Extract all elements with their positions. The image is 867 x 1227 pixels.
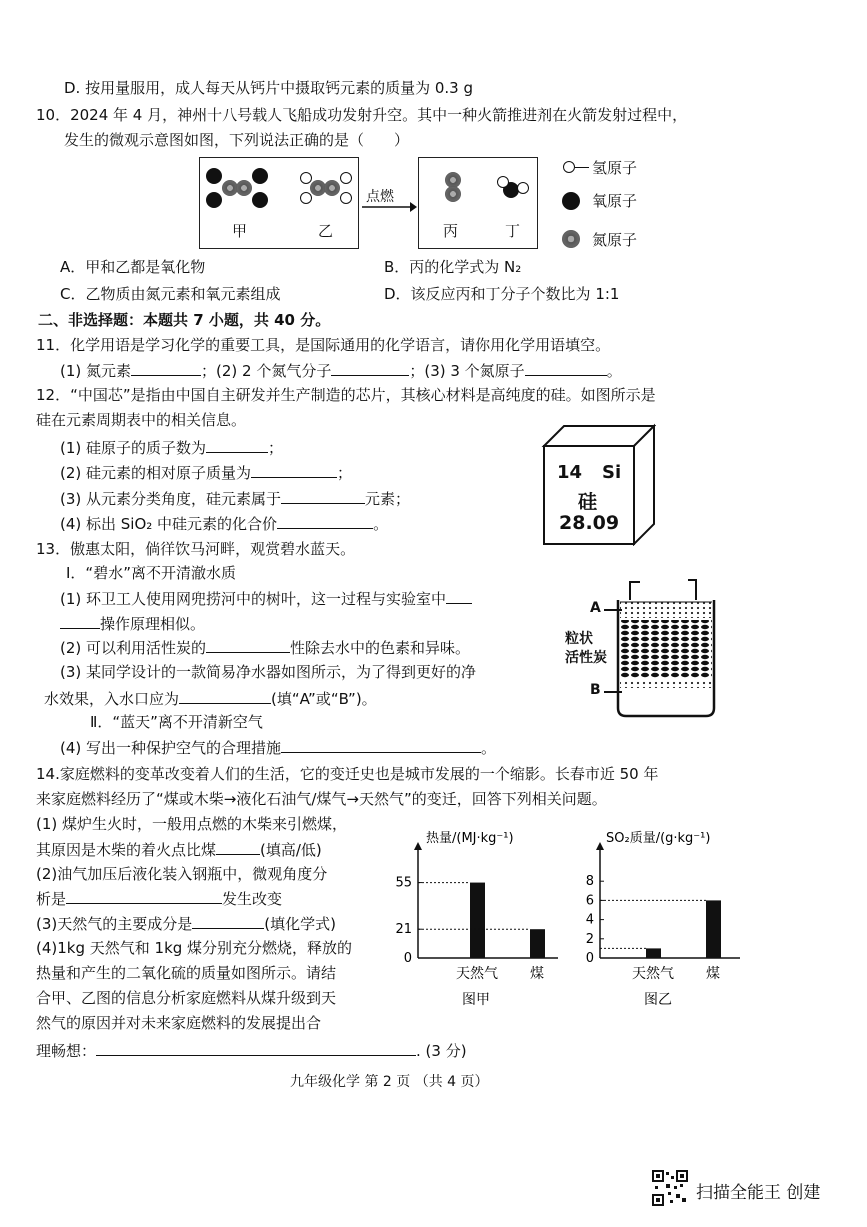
y-tick-label: 21 (395, 922, 412, 938)
q11-blank-1[interactable] (131, 360, 201, 376)
o-atom (206, 168, 222, 184)
x-category-label: 煤 (706, 966, 720, 982)
q10-option-a: A．甲和乙都是氧化物 (60, 258, 206, 276)
q13-blank-3[interactable] (179, 688, 271, 704)
q13-blank-2[interactable] (206, 637, 290, 653)
label-bing: 丙 (443, 222, 459, 240)
page-footer: 九年级化学 第 2 页 （共 4 页） (290, 1074, 489, 1090)
q11-blank-3[interactable] (525, 360, 607, 376)
y-tick-label: 55 (395, 875, 412, 891)
h-atom (300, 192, 312, 204)
carbon-label-2: 活性炭 (565, 650, 607, 666)
y-tick-label: 6 (585, 893, 594, 909)
water-purifier-diagram (600, 576, 724, 724)
reactants-box (199, 157, 359, 249)
q14-blank-4[interactable] (96, 1040, 416, 1056)
q14-stem-line1: 14.家庭燃料的变革改变着人们的生活，它的变迁史也是城市发展的一个缩影。长春市近 50 年 (36, 765, 659, 783)
q11-blank-2[interactable] (331, 360, 409, 376)
h-atom (300, 172, 312, 184)
q13-section-1: Ⅰ．“碧水”离不开清澈水质 (66, 564, 236, 582)
q14-blank-2[interactable] (66, 888, 222, 904)
q12-blank-1[interactable] (206, 437, 268, 453)
legend-oxygen: 氧原子 (592, 192, 638, 210)
q13-part-3a: (3) 某同学设计的一款简易净水器如图所示，为了得到更好的净 (60, 663, 477, 681)
x-category-label: 天然气 (456, 966, 498, 982)
y-tick-label: 4 (585, 912, 594, 928)
q11-parts: (1) 氮元素 ；(2) 2 个氮气分子 ；(3) 3 个氮原子 。 (60, 362, 622, 380)
q14-part-4d: 然气的原因并对未来家庭燃料的发展提出合 (36, 1014, 322, 1032)
q10-option-d: D．该反应丙和丁分子个数比为 1:1 (384, 285, 620, 303)
h-atom (517, 182, 529, 194)
carbon-label-1: 粒状 (565, 631, 593, 647)
q14-part-1b: 其原因是木柴的着火点比煤 (填高/低) (36, 841, 322, 859)
bar-coal (706, 900, 721, 958)
label-ding: 丁 (505, 222, 521, 240)
inlet-label-a: A (590, 600, 601, 616)
q10-stem-line1: 10．2024 年 4 月，神州十八号载人飞船成功发射升空。其中一种火箭推进剂在火箭发射过程中， (36, 106, 688, 124)
q10-stem-line2: 发生的微观示意图如图，下列说法正确的是（ ） (64, 131, 410, 149)
tile-atomic-number: 14 (557, 462, 583, 483)
qr-code-icon (652, 1170, 688, 1206)
q13-part-1a: (1) 环卫工人使用网兜捞河中的树叶，这一过程与实验室中 (60, 588, 472, 609)
q14-part-4b: 热量和产生的二氧化硫的质量如图所示。请结 (36, 964, 337, 982)
q10-option-c: C．乙物质由氮元素和氧元素组成 (60, 285, 281, 303)
o-atom (252, 192, 268, 208)
chart-so2 (578, 818, 756, 1036)
bar-natural-gas (646, 948, 661, 958)
q12-stem-line1: 12．“中国芯”是指由中国自主研发并生产制造的芯片，其核心材料是高纯度的硅。如图所示是 (36, 386, 656, 404)
q14-part-2b: 析是 发生改变 (36, 890, 283, 908)
q9-option-d: D. 按用量服用，成人每天从钙片中摄取钙元素的质量为 0.3 g (64, 79, 474, 97)
q13-blank-4[interactable] (281, 737, 481, 753)
h-atom-legend-icon (563, 161, 575, 173)
section2-title: 二、非选择题：本题共 7 小题，共 40 分。 (38, 311, 331, 329)
y-axis-arrow (596, 842, 604, 850)
y-tick-label: 2 (585, 931, 594, 947)
o-atom (206, 192, 222, 208)
legend-nitrogen: 氮原子 (592, 231, 638, 249)
q14-blank-1[interactable] (216, 839, 260, 855)
o-atom (252, 168, 268, 184)
h-atom (340, 172, 352, 184)
n-atom (236, 180, 252, 196)
y-tick-label: 8 (585, 874, 594, 890)
q14-part-4c: 合甲、乙图的信息分析家庭燃料从煤升级到天 (36, 989, 337, 1007)
tile-atomic-mass: 28.09 (559, 512, 620, 534)
tile-symbol: Si (602, 462, 622, 483)
tile-name: 硅 (578, 491, 598, 513)
q14-stem-line2: 来家庭燃料经历了“煤或木柴→液化石油气/煤气→天然气”的变迁，回答下列相关问题。 (36, 790, 607, 808)
q12-part-2: (2) 硅元素的相对原子质量为 ； (60, 464, 353, 482)
reaction-arrow (360, 200, 418, 214)
label-yi: 乙 (318, 222, 334, 240)
q14-part-2a: (2)油气加压后液化装入钢瓶中，微观角度分 (36, 865, 328, 883)
y-tick-label: 0 (403, 951, 412, 966)
q11-stem: 11．化学用语是学习化学的重要工具，是国际通用的化学语言，请你用化学用语填空。 (36, 336, 611, 354)
o-atom-legend-icon (562, 192, 580, 210)
inlet-label-b: B (590, 682, 601, 698)
n-atom (324, 180, 340, 196)
chart-ylabel: 热量/(MJ·kg⁻¹) (426, 831, 514, 846)
chart-title: 图甲 (462, 992, 490, 1008)
q14-part-4a: (4)1kg 天然气和 1kg 煤分别充分燃烧，释放的 (36, 939, 353, 957)
h-atom (340, 192, 352, 204)
chart-heat (388, 818, 576, 1036)
q13-part-1b: 操作原理相似。 (60, 613, 205, 634)
h-atom (497, 176, 509, 188)
bar-natural-gas (470, 883, 485, 958)
y-axis-arrow (414, 842, 422, 850)
q13-section-2: Ⅱ．“蓝天”离不开清新空气 (90, 713, 263, 731)
products-box (418, 157, 538, 249)
n-atom-legend-icon (562, 230, 580, 248)
watermark-text: 扫描全能王 创建 (696, 1183, 821, 1203)
bar-coal (530, 929, 545, 958)
q12-blank-3[interactable] (281, 488, 365, 504)
q14-part-4e: 理畅想： . (3 分) (36, 1042, 467, 1060)
q14-part-3: (3)天然气的主要成分是 (填化学式) (36, 915, 336, 933)
q12-part-1: (1) 硅原子的质子数为 ； (60, 439, 284, 457)
chart-title: 图乙 (644, 992, 672, 1008)
q13-part-4: (4) 写出一种保护空气的合理措施 。 (60, 739, 497, 757)
q13-part-3b: 水效果，入水口应为 (填“A”或“B”)。 (44, 690, 377, 708)
label-jia: 甲 (232, 222, 248, 240)
q14-part-1a: (1) 煤炉生火时，一般用点燃的木柴来引燃煤， (36, 815, 348, 833)
q12-blank-2[interactable] (251, 462, 337, 478)
q14-blank-3[interactable] (192, 913, 264, 929)
x-category-label: 天然气 (632, 966, 674, 982)
q10-option-b: B．丙的化学式为 N₂ (384, 258, 522, 276)
y-tick-label: 0 (585, 951, 594, 966)
q13-blank-1[interactable] (60, 613, 100, 629)
x-category-label: 煤 (530, 966, 544, 982)
q12-blank-4[interactable] (277, 513, 373, 529)
legend-hydrogen: 氢原子 (592, 159, 638, 177)
q12-part-4: (4) 标出 SiO₂ 中硅元素的化合价 。 (60, 515, 389, 533)
q12-stem-line2: 硅在元素周期表中的相关信息。 (36, 411, 247, 429)
q12-part-3: (3) 从元素分类角度，硅元素属于 元素； (60, 490, 411, 508)
n-atom (445, 186, 461, 202)
q13-part-2: (2) 可以利用活性炭的 性除去水中的色素和异味。 (60, 639, 471, 657)
arrow-label: 点燃 (366, 189, 394, 205)
chart-ylabel: SO₂质量/(g·kg⁻¹) (606, 831, 711, 846)
q13-stem: 13．傲惠太阳，倘徉饮马河畔，观赏碧水蓝天。 (36, 540, 356, 558)
